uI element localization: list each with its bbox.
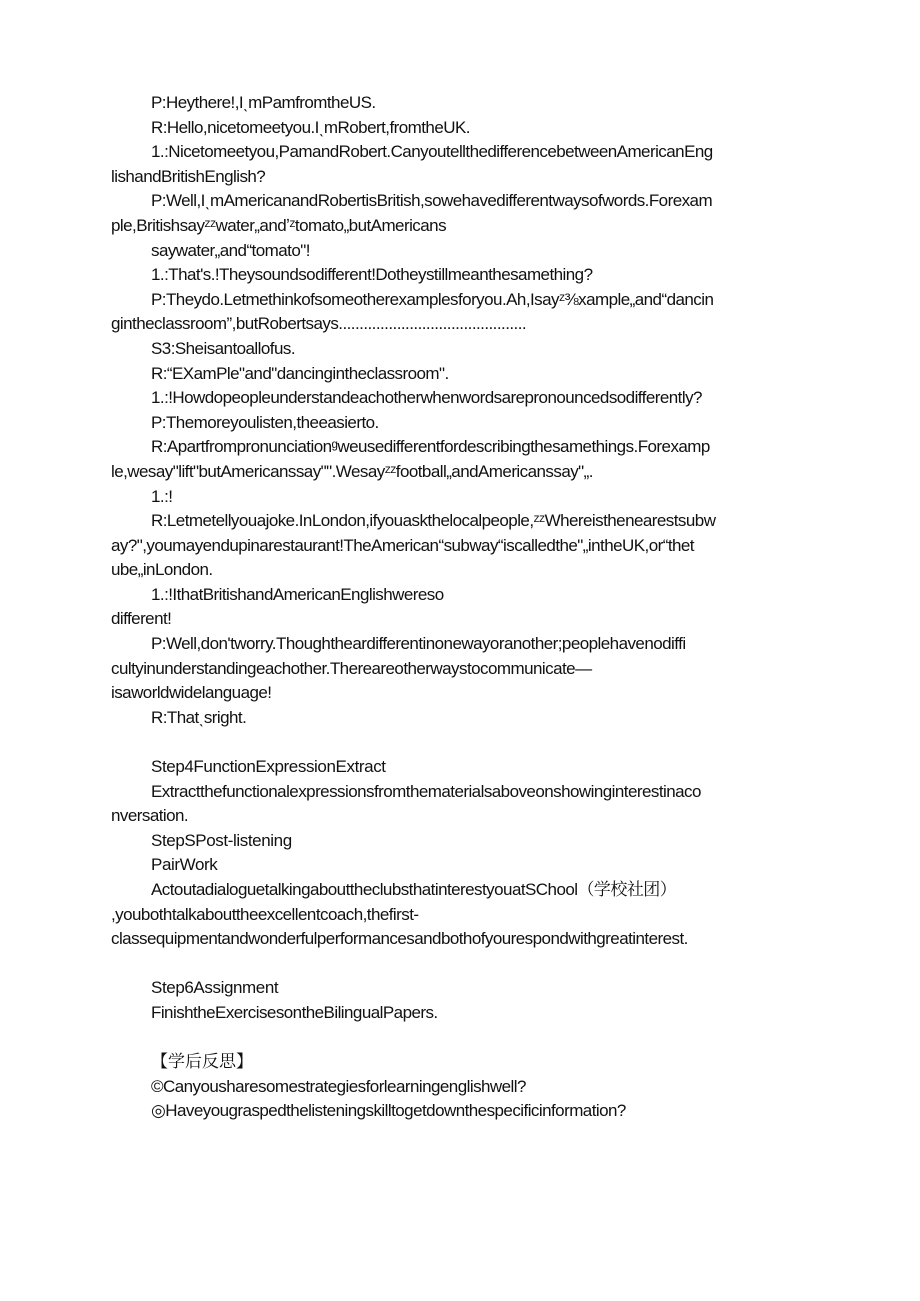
dialogue-line-robert-joke-cont2: ube„inLondon. xyxy=(111,560,213,580)
dialogue-line-robert-joke: R:Letmetellyouajoke.InLondon,ifyouaskthelocalpeople,ᶻᶻWhereisthenearestsubw xyxy=(151,511,716,531)
dialogue-line-pam-intro: P:Heythere!,IˎmPamfromtheUS. xyxy=(151,93,376,112)
dialogue-line-host-question-cont: lishandBritishEnglish? xyxy=(111,166,266,186)
pair-work-instruction: ActoutadialoguetalkingabouttheclubsthatinterestyouatSChool（学校社团） xyxy=(151,880,677,899)
dialogue-line-host-reply: 1.:That's.!Theysoundsodifferent!Dotheystillmeanthesamething? xyxy=(151,265,593,285)
dialogue-line-pam-examples: P:Theydo.Letmethinkofsomeotherexamplesforyou.Ah,Isayᶻ⅜xample„and“dancin xyxy=(151,289,714,309)
dialogue-line-s3: S3:Sheisantoallofus. xyxy=(151,338,295,358)
dialogue-line-robert-right: R:Thatˎsright. xyxy=(151,707,247,727)
dialogue-line-robert-example: R:“EXamPle"and"dancingintheclassroom". xyxy=(151,363,449,383)
step4-heading: Step4FunctionExpressionExtract xyxy=(151,757,386,777)
dialogue-line-host-different-cont: different! xyxy=(111,609,172,629)
dialogue-line-robert-apart: R:Apartfrompronunciationᶢweusedifferentfordescribingthesamethings.Forexamp xyxy=(151,437,710,457)
dialogue-line-pam-answer: P:Well,IˎmAmericanandRobertisBritish,sowehavedifferentwaysofwords.Forexam xyxy=(151,191,713,211)
dialogue-line-pam-worry-cont2: isaworldwidelanguage! xyxy=(111,683,272,703)
dialogue-line-robert-joke-cont: ay?",youmayendupinarestaurant!TheAmerican“subway“iscalledthe"„intheUK,or“thet xyxy=(111,535,694,555)
reflection-question-1: ©Canyousharesomestrategiesforlearningenglishwell? xyxy=(151,1076,526,1096)
reflection-heading: 【学后反思】 xyxy=(151,1052,253,1073)
dialogue-line-host-exclaim: 1.:! xyxy=(151,486,173,506)
pair-work-instruction-cont2: classequipmentandwonderfulperformancesandbothofyourespondwithgreatinterest. xyxy=(111,929,688,949)
step4-instruction: Extractthefunctionalexpressionsfromthematerialsaboveonshowinginterestinaco xyxy=(151,781,701,801)
dialogue-line-robert-intro: R:Hello,nicetomeetyou.IˎmRobert,fromtheUK. xyxy=(151,117,470,137)
blank-line xyxy=(111,1026,811,1051)
dialogue-line-pam-answer-cont: ple,Britishsayᶻᶻwater„andʼᶻtomato„butAmericans xyxy=(111,215,447,235)
step4-instruction-cont: nversation. xyxy=(111,806,189,826)
step6-instruction: FinishtheExercisesontheBilingualPapers. xyxy=(151,1002,438,1022)
document-body xyxy=(111,91,811,1124)
step6-heading: Step6Assignment xyxy=(151,978,279,998)
dialogue-line-host-how: 1.:!Howdopeopleunderstandeachotherwhenwordsarepronouncedsodifferently? xyxy=(151,388,702,408)
reflection-question-2: ◎Haveyougraspedthelisteningskilltogetdownthespecificinformation? xyxy=(151,1101,626,1121)
dialogue-line-pam-examples-cont: gintheclassroom”,butRobertsays............................................. xyxy=(111,314,527,334)
dialogue-line-pam-answer-cont2: saywater„and“tomato"! xyxy=(151,240,310,260)
dialogue-line-robert-apart-cont: le,wesay"lift"butAmericanssay"".Wesayᶻᶻfootball„andAmericanssay"„. xyxy=(111,461,593,481)
dialogue-line-pam-worry: P:Well,don'tworry.Thoughtheardifferentinonewayoranother;peoplehavenodiffi xyxy=(151,634,686,654)
pair-work-heading: PairWork xyxy=(151,855,218,875)
dialogue-line-host-different: 1.:!IthatBritishandAmericanEnglishwereso xyxy=(151,584,444,604)
dialogue-line-host-question: 1.:Nicetomeetyou,PamandRobert.CanyoutellthedifferencebetweenAmericanEng xyxy=(151,142,713,162)
blank-line xyxy=(111,730,811,755)
step5-heading: StepSPost-listening xyxy=(151,830,292,850)
pair-work-instruction-cont: ,youbothtalkabouttheexcellentcoach,thefirst- xyxy=(111,904,419,924)
dialogue-line-pam-listen: P:Themoreyoulisten,theeasierto. xyxy=(151,412,379,432)
dialogue-line-pam-worry-cont: cultyinunderstandingeachother.Thereareotherwaystocommunicate— xyxy=(111,658,592,678)
blank-line xyxy=(111,952,811,977)
